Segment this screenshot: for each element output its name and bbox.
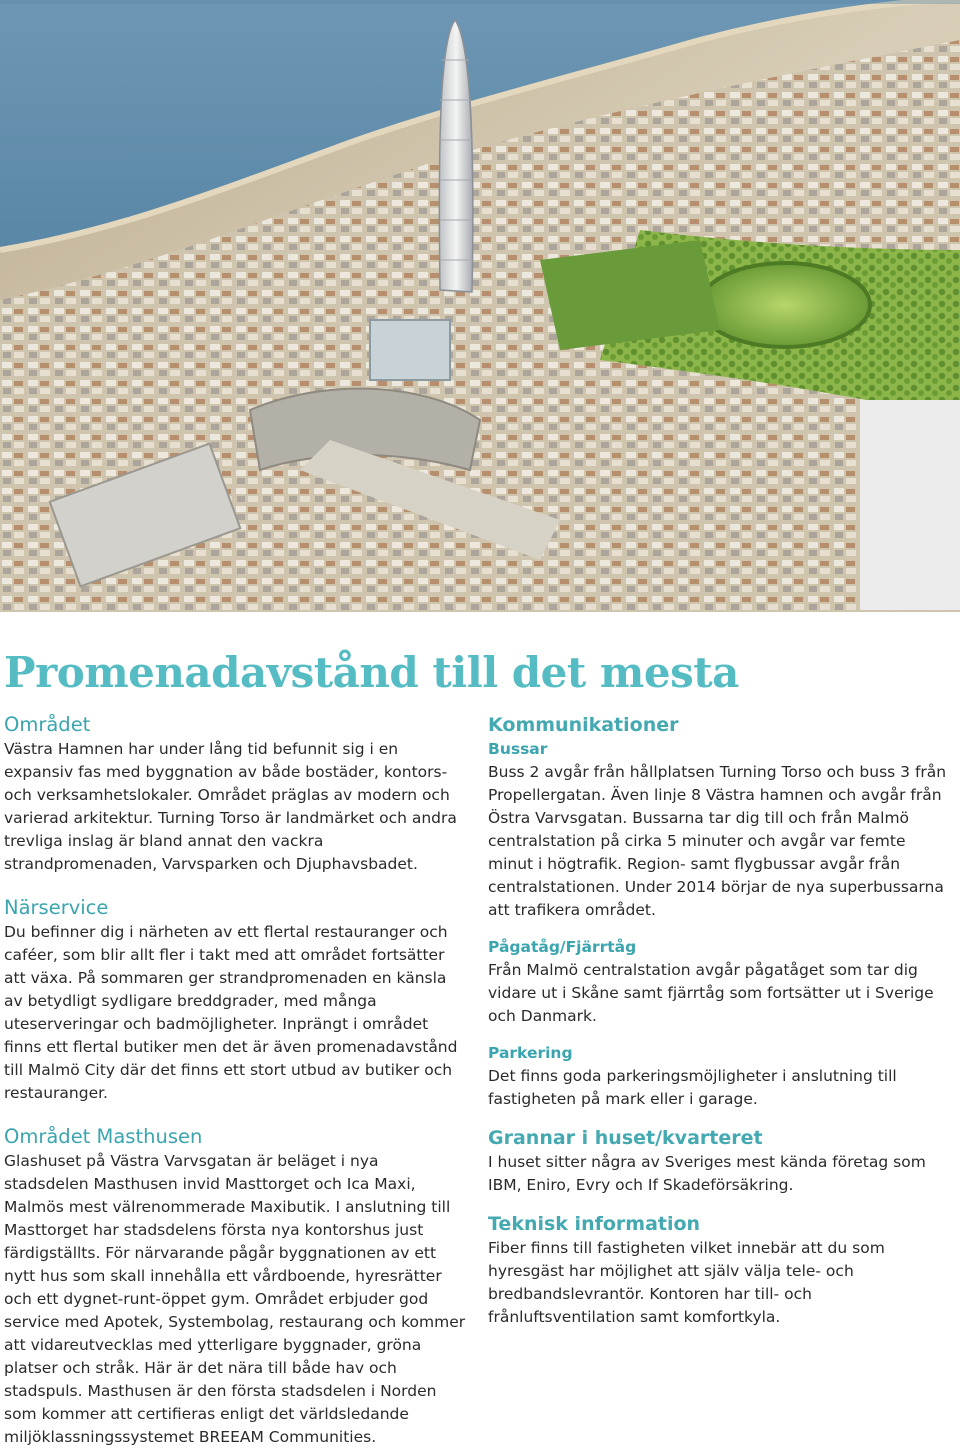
subheading-bussar: Bussar: [488, 740, 548, 758]
section-kommunikationer: [488, 712, 954, 1111]
left-column: [4, 712, 466, 1449]
heading-narservice: Närservice: [4, 896, 109, 919]
aerial-city-illustration: [0, 0, 960, 612]
text-narservice: Du befinner dig i närheten av ett flertal restauranger och caféer, som blir allt fler i takt med att området fortsätter att växa. På sommaren ger strandpromenaden en känsla av betydligt sydligare breddgrader, med många uteserveringar och badmöjligheter. Inprängt i området finns ett flertal butiker men det är även promenadavstånd till Malmö City där det finns ett stort utbud av butiker och restauranger.: [4, 923, 458, 1102]
section-narservice: [4, 895, 466, 1105]
heading-teknisk: Teknisk information: [488, 1213, 701, 1235]
right-column: [488, 712, 954, 1329]
heading-masthusen: Området Masthusen: [4, 1125, 203, 1148]
heading-kommunikationer: Kommunikationer: [488, 714, 679, 736]
text-teknisk: Fiber finns till fastigheten vilket innebär att du som hyresgäst har möjlighet att själv välja tele- och bredbandslevrantör. Kontoren har till- och frånluftsventilation samt komfortkyla.: [488, 1239, 885, 1326]
text-pagatag: Från Malmö centralstation avgår pågatåget som tar dig vidare ut i Skåne samt fjärrtåg som fortsätter ut i Sverige och Danmark.: [488, 961, 934, 1025]
heading-grannar: Grannar i huset/kvarteret: [488, 1127, 763, 1149]
section-teknisk: [488, 1211, 954, 1329]
subheading-pagatag: Pågatåg/Fjärrtåg: [488, 938, 637, 956]
subheading-parkering: Parkering: [488, 1044, 573, 1062]
text-bussar: Buss 2 avgår från hållplatsen Turning Torso och buss 3 från Propellergatan. Även linje 8 Västra hamnen och avgår från Östra Varvsgatan. Bussarna tar dig till och från Malmö centralstation på cirka 5 minuter och avgår var femte minut i högtrafik. Region- samt flygbussar avgår från centralstationen. Under 2014 börjar de nya superbussarna att trafikera området.: [488, 763, 947, 919]
text-grannar: I huset sitter några av Sveriges mest kända företag som IBM, Eniro, Evry och If Skadeförsäkring.: [488, 1153, 926, 1194]
page-title: Promenadavstånd till det mesta: [4, 648, 739, 697]
text-masthusen: Glashuset på Västra Varvsgatan är beläget i nya stadsdelen Masthusen invid Masttorget och Ica Maxi, Malmös mest välrenommerade Maxibutik. I anslutning till Masttorget har stadsdelens första nya kontorshus just färdigställts. För närvarande pågår byggnationen av ett nytt hus som skall innehålla ett vårdboende, hyresrätter och ett dygnet-runt-öppet gym. Området erbjuder god service med Apotek, Systembolag, restaurang och kommer att vidareutvecklas med ytterligare byggnader, gröna platser och stråk. Här är det nära till både hav och stadspuls. Masthusen är den första stadsdelen i Norden som kommer att certifieras enligt det världsledande miljöklassningssystemet BREEAM Communities.: [4, 1152, 466, 1446]
aerial-city-graphic: [0, 0, 960, 612]
section-omradet: [4, 712, 466, 876]
section-masthusen: [4, 1124, 466, 1449]
text-parkering: Det finns goda parkeringsmöjligheter i anslutning till fastigheten på mark eller i garage.: [488, 1067, 897, 1108]
heading-omradet: Området: [4, 713, 91, 736]
text-omradet: Västra Hamnen har under lång tid befunnit sig i en expansiv fas med byggnation av både bostäder, kontors- och verksamhetslokaler. Området präglas av modern och varierad arkitektur. Turning Torso är landmärket och andra trevliga inslag är bland annat den vackra strandpromenaden, Varvsparken och Djuphavsbadet.: [4, 740, 457, 873]
section-grannar: [488, 1125, 954, 1197]
